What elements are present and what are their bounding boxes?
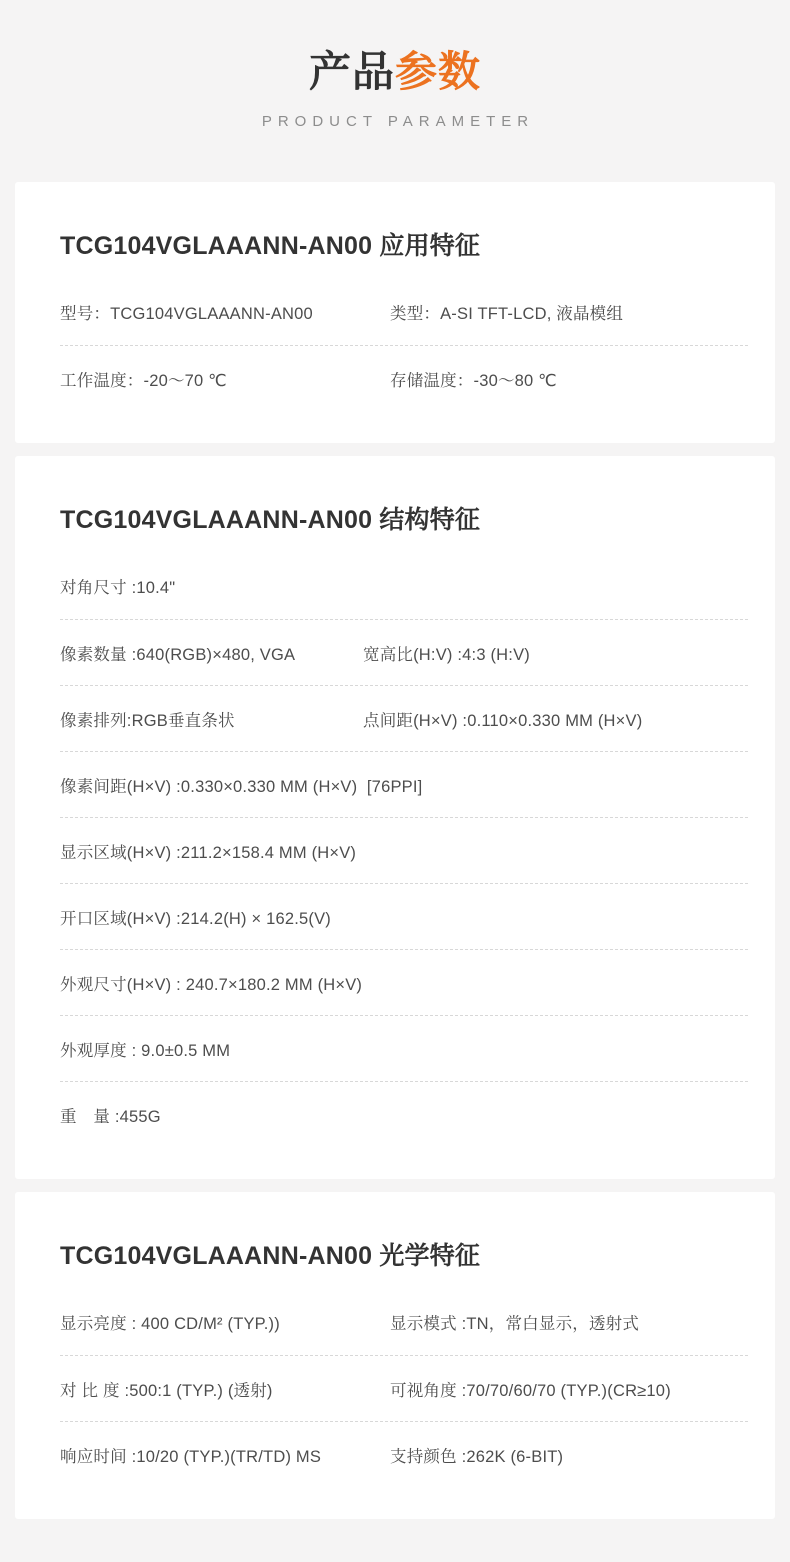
section-structural-features — [15, 456, 775, 1179]
spec-row — [60, 685, 748, 751]
spec-row — [60, 1289, 748, 1355]
spec-cell-model: 型号：TCG104VGLAAANN-AN00 — [60, 305, 313, 323]
spec-cell-dot-pitch: 点间距(H×V) :0.110×0.330 MM (H×V) — [363, 711, 643, 730]
spec-row — [60, 949, 748, 1015]
spec-cell-storage-temp: 存储温度：-30～80 ℃ — [390, 371, 557, 390]
section-title: TCG104VGLAAANN-AN00 结构特征 — [60, 506, 481, 534]
page-title-orange-part: 参数 — [395, 48, 482, 95]
spec-cell-display-area: 显示区域(H×V) :211.2×158.4 MM (H×V) — [60, 843, 357, 862]
spec-cell-contrast-ratio: 对 比 度 :500:1 (TYP.) (透射) — [60, 1381, 273, 1400]
spec-cell-aspect-ratio: 宽高比(H:V) :4:3 (H:V) — [363, 645, 530, 664]
spec-cell-thickness: 外观厚度 : 9.0±0.5 MM — [60, 1041, 231, 1060]
spec-row — [60, 1015, 748, 1081]
spec-rows — [60, 553, 748, 1147]
page-title — [0, 48, 790, 96]
section-optical-features — [15, 1192, 775, 1519]
page-header — [0, 0, 790, 182]
spec-cell-opening-area: 开口区域(H×V) :214.2(H) × 162.5(V) — [60, 909, 331, 928]
spec-row — [60, 751, 748, 817]
section-application-features — [15, 182, 775, 443]
spec-cards — [0, 182, 790, 1519]
spec-row — [60, 553, 748, 619]
spec-cell-pixel-arrangement: 像素排列:RGB垂直条状 — [60, 711, 235, 730]
spec-row — [60, 345, 748, 411]
spec-row — [60, 1355, 748, 1421]
spec-cell-pixel-number: 像素数量 :640(RGB)×480, VGA — [60, 645, 296, 664]
spec-cell-response-time: 响应时间 :10/20 (TYP.)(TR/TD) MS — [60, 1447, 322, 1466]
spec-cell-type: 类型：A-SI TFT-LCD, 液晶模组 — [390, 305, 624, 323]
spec-cell-support-colors: 支持颜色 :262K (6-BIT) — [390, 1447, 564, 1466]
spec-row — [60, 883, 748, 949]
spec-row — [60, 1421, 748, 1487]
spec-row — [60, 817, 748, 883]
spec-row — [60, 619, 748, 685]
section-title: TCG104VGLAAANN-AN00 光学特征 — [60, 1242, 481, 1270]
spec-cell-operating-temp: 工作温度：-20～70 ℃ — [60, 371, 227, 390]
section-title: TCG104VGLAAANN-AN00 应用特征 — [60, 232, 481, 260]
spec-rows — [60, 1289, 748, 1487]
page-title-black-part: 产品 — [308, 48, 395, 95]
spec-cell-weight: 重 量 :455G — [60, 1107, 161, 1126]
spec-cell-outline-dimension: 外观尺寸(H×V) : 240.7×180.2 MM (H×V) — [60, 975, 363, 994]
spec-cell-display-mode: 显示模式 :TN，常白显示，透射式 — [390, 1315, 640, 1333]
spec-row — [60, 1081, 748, 1147]
spec-cell-diagonal-size: 对角尺寸 :10.4" — [60, 579, 176, 597]
page-subtitle: PRODUCT PARAMETER — [261, 113, 535, 131]
spec-rows — [60, 279, 748, 411]
spec-cell-viewing-angle: 可视角度 :70/70/60/70 (TYP.)(CR≥10) — [390, 1381, 671, 1400]
spec-row — [60, 279, 748, 345]
spec-cell-brightness: 显示亮度 : 400 CD/M² (TYP.)) — [60, 1315, 280, 1333]
spec-cell-pixel-pitch: 像素间距(H×V) :0.330×0.330 MM (H×V) [76PPI] — [60, 777, 423, 796]
